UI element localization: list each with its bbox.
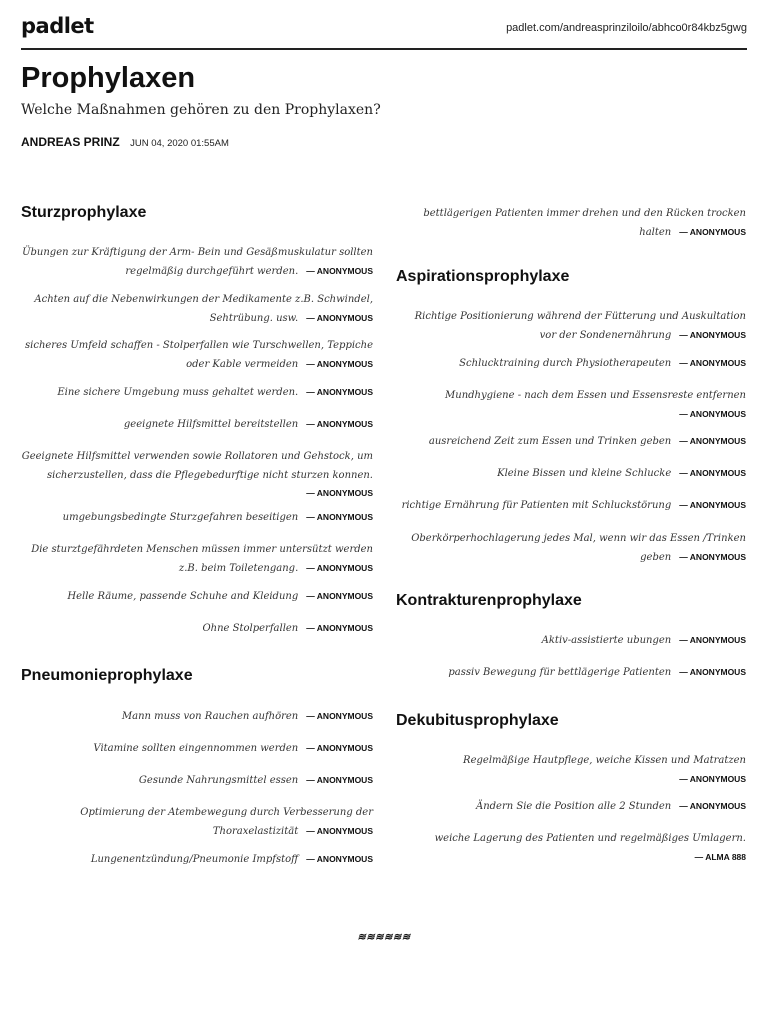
post[interactable] xyxy=(21,738,373,757)
top-bar xyxy=(21,0,747,50)
post[interactable] xyxy=(21,770,373,789)
post-author: — ANONYMOUS xyxy=(679,408,746,419)
post-text: weiche Lagerung des Patienten und regelmäßiges Umlagern. xyxy=(434,833,746,844)
page-title: Prophylaxen xyxy=(21,62,196,94)
post[interactable] xyxy=(396,828,746,865)
board-url[interactable]: padlet.com/andreasprinziloilo/abhco0r84kbz5gwg xyxy=(506,22,747,34)
post-text: richtige Ernährung für Patienten mit Schluckstörung xyxy=(401,500,672,511)
section-title-aspirationsprophylaxe: Aspirationsprophylaxe xyxy=(396,268,570,285)
post-author: — ANONYMOUS xyxy=(679,436,746,446)
post-author: — ANONYMOUS xyxy=(306,265,373,276)
footer-watermark: ≋≋≋≋≋≋ xyxy=(357,932,411,943)
board-meta xyxy=(21,133,229,151)
post-text: umgebungsbedingte Sturzgefahren beseitigen xyxy=(62,512,299,523)
post[interactable] xyxy=(21,335,373,372)
post-author: — ANONYMOUS xyxy=(679,329,746,340)
post-text: Vitamine sollten eingennommen werden xyxy=(93,743,299,754)
post-author: — ANONYMOUS xyxy=(306,387,373,397)
post-author: — ANONYMOUS xyxy=(306,623,373,633)
post-author: — ANONYMOUS xyxy=(679,801,746,811)
post-text: Schlucktraining durch Physiotherapeuten xyxy=(459,358,672,369)
post-text: Aktiv-assistierte ubungen xyxy=(541,635,672,646)
section-title-pneumonieprophylaxe: Pneumonieprophylaxe xyxy=(21,667,193,684)
post[interactable] xyxy=(396,203,746,240)
section-title-sturzprophylaxe: Sturzprophylaxe xyxy=(21,204,147,221)
post-text: passiv Bewegung für bettlägerige Patienten xyxy=(448,667,672,678)
post[interactable] xyxy=(21,507,373,526)
post-text: Übungen zur Kräftigung der Arm- Bein und Gesäßmuskulatur sollten regelmäßig durchgeführt werden. xyxy=(22,247,373,277)
post-text: Geeignete Hilfsmittel verwenden sowie Rollatoren und Gehstock, um sicherzustellen, dass die Pflegebedurftige nicht sturzen konnen. xyxy=(21,451,373,481)
post-author: — ALMA 888 xyxy=(694,851,746,862)
post-author: — ANONYMOUS xyxy=(306,562,373,573)
post-author: — ANONYMOUS xyxy=(306,591,373,601)
post[interactable] xyxy=(21,414,373,433)
post[interactable] xyxy=(21,706,373,725)
post-author: — ANONYMOUS xyxy=(306,312,373,323)
post[interactable] xyxy=(396,385,746,422)
post-text: bettlägerigen Patienten immer drehen und den Rücken trocken halten xyxy=(423,208,746,238)
post-author: — ANONYMOUS xyxy=(306,358,373,369)
post[interactable] xyxy=(396,353,746,372)
post-author: — ANONYMOUS xyxy=(306,419,373,429)
post-text: Eine sichere Umgebung muss gehaltet werden. xyxy=(57,387,299,398)
post-author: — ANONYMOUS xyxy=(679,773,746,784)
post-text: Richtige Positionierung während der Fütterung und Auskultation vor der Sondenernährung xyxy=(414,311,746,341)
post-author: — ANONYMOUS xyxy=(306,488,373,498)
post-text: Helle Räume, passende Schuhe and Kleidung xyxy=(67,591,299,602)
post[interactable] xyxy=(21,382,373,401)
post-author: — ANONYMOUS xyxy=(306,743,373,753)
post-author: — ANONYMOUS xyxy=(306,775,373,785)
board-author: ANDREAS PRINZ xyxy=(21,135,120,149)
post-text: Ändern Sie die Position alle 2 Stunden xyxy=(475,801,672,812)
post-text: Lungenentzündung/Pneumonie Impfstoff xyxy=(90,854,299,865)
post-text: Optimierung der Atembewegung durch Verbesserung der Thoraxelastizität xyxy=(80,807,373,837)
post-text: geeignete Hilfsmittel bereitstellen xyxy=(123,419,299,430)
post-author: — ANONYMOUS xyxy=(679,500,746,510)
post-author: — ANONYMOUS xyxy=(679,667,746,677)
post-text: ausreichend Zeit zum Essen und Trinken geben xyxy=(428,436,672,447)
post-text: Gesunde Nahrungsmittel essen xyxy=(138,775,299,786)
section-title-dekubitusprophylaxe: Dekubitusprophylaxe xyxy=(396,712,559,729)
post[interactable] xyxy=(21,802,373,839)
post[interactable] xyxy=(396,662,746,681)
post[interactable] xyxy=(21,618,373,637)
post-author: — ANONYMOUS xyxy=(679,468,746,478)
post[interactable] xyxy=(21,289,373,326)
post-author: — ANONYMOUS xyxy=(679,551,746,562)
post-text: Die sturztgefährdeten Menschen müssen immer untersützt werden z.B. beim Toiletengang. xyxy=(31,544,373,574)
padlet-logo[interactable]: padlet xyxy=(21,14,94,38)
post[interactable] xyxy=(396,431,746,450)
post[interactable] xyxy=(396,630,746,649)
post-text: Mann muss von Rauchen aufhören xyxy=(121,711,299,722)
post-text: Mundhygiene - nach dem Essen und Essensreste entfernen xyxy=(445,390,746,401)
post-author: — ANONYMOUS xyxy=(306,711,373,721)
post[interactable] xyxy=(21,539,373,576)
post[interactable] xyxy=(396,463,746,482)
post-author: — ANONYMOUS xyxy=(679,358,746,368)
post-author: — ANONYMOUS xyxy=(679,635,746,645)
post-author: — ANONYMOUS xyxy=(679,226,746,237)
post-text: Kleine Bissen und kleine Schlucke xyxy=(497,468,672,479)
post[interactable] xyxy=(21,446,373,501)
post-text: Regelmäßige Hautpflege, weiche Kissen und Matratzen xyxy=(463,755,746,766)
post[interactable] xyxy=(396,495,746,514)
post[interactable] xyxy=(396,750,746,787)
section-title-kontrakturenprophylaxe: Kontrakturenprophylaxe xyxy=(396,592,582,609)
post-author: — ANONYMOUS xyxy=(306,512,373,522)
post[interactable] xyxy=(396,796,746,815)
page-subtitle: Welche Maßnahmen gehören zu den Prophylaxen? xyxy=(21,102,381,118)
post[interactable] xyxy=(396,528,746,565)
post[interactable] xyxy=(21,242,373,279)
post[interactable] xyxy=(21,586,373,605)
post-author: — ANONYMOUS xyxy=(306,825,373,836)
post[interactable] xyxy=(396,306,746,343)
post-text: Oberkörperhochlagerung jedes Mal, wenn wir das Essen /Trinken geben xyxy=(411,533,746,563)
post-text: Achten auf die Nebenwirkungen der Medikamente z.B. Schwindel, Sehtrübung. usw. xyxy=(34,294,373,324)
post-author: — ANONYMOUS xyxy=(306,854,373,864)
post-text: sicheres Umfeld schaffen - Stolperfallen wie Turschwellen, Teppiche oder Kable vermeiden xyxy=(25,340,373,370)
post-text: Ohne Stolperfallen xyxy=(202,623,299,634)
post[interactable] xyxy=(21,849,373,868)
board-date: JUN 04, 2020 01:55AM xyxy=(130,138,229,149)
